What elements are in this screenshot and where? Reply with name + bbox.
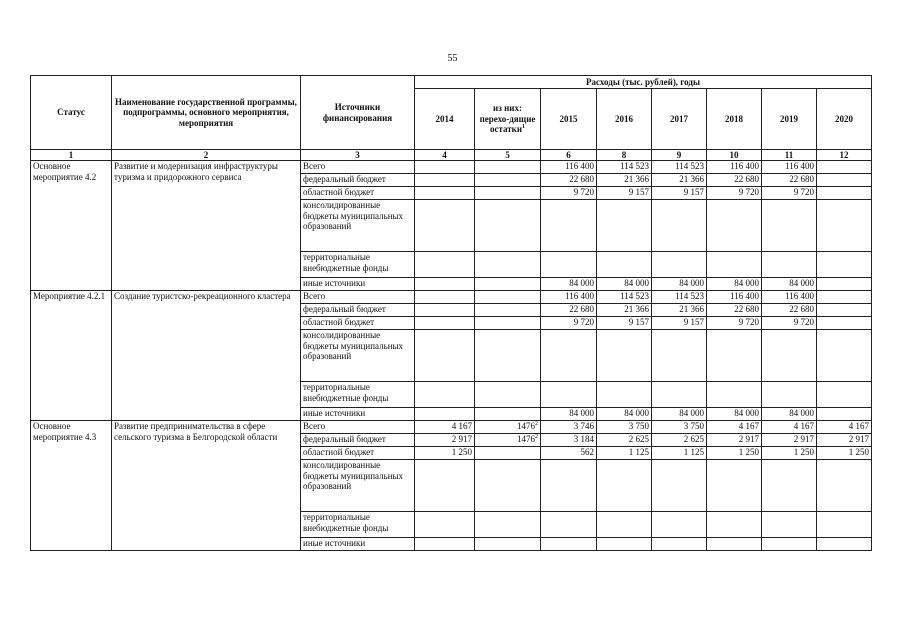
amount-cell bbox=[541, 291, 597, 304]
carryover-cell bbox=[475, 304, 541, 317]
amount-cell bbox=[597, 317, 652, 330]
amount-cell bbox=[707, 278, 762, 291]
amount-value: 114 523 bbox=[620, 161, 649, 172]
amount-cell bbox=[707, 291, 762, 304]
amount-cell bbox=[415, 291, 475, 304]
funding-source-cell: областной бюджет bbox=[301, 317, 415, 330]
amount-value: 2 917 bbox=[848, 434, 869, 445]
status-cell: Мероприятие 4.2.1 bbox=[31, 291, 112, 421]
amount-cell bbox=[817, 278, 872, 291]
funding-source-cell: консолидированные бюджеты муниципальных образований bbox=[301, 460, 415, 512]
amount-cell bbox=[817, 538, 872, 551]
funding-source-cell: федеральный бюджет bbox=[301, 434, 415, 447]
amount-cell bbox=[415, 174, 475, 187]
column-number: 6 bbox=[541, 150, 597, 161]
table-row bbox=[31, 291, 872, 304]
amount-cell bbox=[652, 460, 707, 512]
amount-cell bbox=[541, 512, 597, 538]
carryover-cell bbox=[475, 278, 541, 291]
amount-cell bbox=[652, 317, 707, 330]
carryover-cell bbox=[475, 538, 541, 551]
amount-value: 2 917 bbox=[451, 434, 472, 445]
amount-value: 1 250 bbox=[738, 447, 759, 458]
amount-value: 9 720 bbox=[793, 317, 814, 328]
amount-cell bbox=[817, 291, 872, 304]
amount-value: 114 523 bbox=[675, 161, 704, 172]
column-numbers-row bbox=[31, 150, 872, 161]
amount-cell bbox=[707, 512, 762, 538]
amount-value: 9 157 bbox=[628, 187, 649, 198]
header-year: 2016 bbox=[597, 89, 652, 150]
amount-value: 22 680 bbox=[569, 304, 594, 315]
amount-cell bbox=[541, 174, 597, 187]
amount-cell bbox=[762, 304, 817, 317]
carryover-cell bbox=[475, 421, 541, 434]
amount-cell bbox=[415, 330, 475, 382]
amount-value: 3 750 bbox=[628, 421, 649, 432]
amount-value: 2 625 bbox=[628, 434, 649, 445]
amount-cell bbox=[707, 408, 762, 421]
amount-value: 84 000 bbox=[679, 278, 704, 289]
amount-cell bbox=[415, 317, 475, 330]
table-row bbox=[31, 161, 872, 174]
amount-value: 1 125 bbox=[683, 447, 704, 458]
amount-value: 84 000 bbox=[569, 408, 594, 419]
carryover-cell bbox=[475, 200, 541, 252]
amount-cell bbox=[415, 187, 475, 200]
amount-cell bbox=[707, 252, 762, 278]
amount-value: 4 167 bbox=[848, 421, 869, 432]
amount-cell bbox=[541, 460, 597, 512]
header-of-them-label: из них: bbox=[493, 103, 522, 114]
amount-value: 2 917 bbox=[738, 434, 759, 445]
amount-cell bbox=[762, 421, 817, 434]
column-number: 12 bbox=[817, 150, 872, 161]
amount-cell bbox=[817, 434, 872, 447]
amount-value: 9 720 bbox=[573, 317, 594, 328]
footnote-marker: 2 bbox=[535, 434, 538, 441]
page-number: 55 bbox=[447, 53, 458, 64]
amount-value: 84 000 bbox=[624, 278, 649, 289]
amount-value: 9 720 bbox=[793, 187, 814, 198]
amount-value: 84 000 bbox=[624, 408, 649, 419]
amount-value: 3 746 bbox=[573, 421, 594, 432]
carryover-cell bbox=[475, 460, 541, 512]
amount-value: 9 157 bbox=[683, 187, 704, 198]
amount-cell bbox=[762, 538, 817, 551]
amount-cell bbox=[415, 434, 475, 447]
funding-source-cell: иные источники bbox=[301, 408, 415, 421]
amount-cell bbox=[415, 252, 475, 278]
amount-value: 4 167 bbox=[793, 421, 814, 432]
carryover-cell bbox=[475, 408, 541, 421]
amount-cell bbox=[415, 200, 475, 252]
amount-cell bbox=[762, 187, 817, 200]
amount-value: 22 680 bbox=[734, 304, 759, 315]
amount-cell bbox=[541, 330, 597, 382]
amount-cell bbox=[817, 512, 872, 538]
amount-cell bbox=[707, 421, 762, 434]
program-name-cell: Развитие предпринимательства в сфере сельского туризма в Белгородской области bbox=[112, 421, 301, 551]
amount-cell bbox=[707, 447, 762, 460]
amount-cell bbox=[541, 421, 597, 434]
amount-cell bbox=[652, 187, 707, 200]
amount-cell bbox=[762, 382, 817, 408]
amount-cell bbox=[817, 174, 872, 187]
amount-cell bbox=[817, 317, 872, 330]
funding-source-cell: федеральный бюджет bbox=[301, 174, 415, 187]
amount-cell bbox=[707, 434, 762, 447]
amount-cell bbox=[541, 278, 597, 291]
amount-cell bbox=[541, 187, 597, 200]
amount-value: 116 400 bbox=[785, 291, 814, 302]
amount-cell bbox=[597, 460, 652, 512]
amount-cell bbox=[652, 200, 707, 252]
amount-value: 21 366 bbox=[679, 174, 704, 185]
amount-cell bbox=[597, 538, 652, 551]
amount-cell bbox=[707, 382, 762, 408]
amount-cell bbox=[707, 161, 762, 174]
amount-cell bbox=[707, 538, 762, 551]
funding-source-cell: областной бюджет bbox=[301, 447, 415, 460]
amount-value: 1 250 bbox=[848, 447, 869, 458]
column-number: 3 bbox=[301, 150, 415, 161]
header-status: Статус bbox=[31, 76, 112, 150]
amount-value: 114 523 bbox=[675, 291, 704, 302]
carryover-cell bbox=[475, 447, 541, 460]
amount-cell bbox=[707, 330, 762, 382]
amount-cell bbox=[652, 421, 707, 434]
status-cell: Основное мероприятие 4.2 bbox=[31, 161, 112, 291]
program-name-cell: Создание туристско-рекреационного кластера bbox=[112, 291, 301, 421]
column-number: 1 bbox=[31, 150, 112, 161]
amount-cell bbox=[597, 278, 652, 291]
amount-value: 3 184 bbox=[573, 434, 594, 445]
amount-value: 2 625 bbox=[683, 434, 704, 445]
amount-cell bbox=[762, 252, 817, 278]
amount-cell bbox=[597, 421, 652, 434]
amount-value: 84 000 bbox=[789, 278, 814, 289]
funding-source-cell: иные источники bbox=[301, 278, 415, 291]
amount-value: 1 125 bbox=[628, 447, 649, 458]
carryover-cell bbox=[475, 174, 541, 187]
amount-cell bbox=[597, 252, 652, 278]
amount-cell bbox=[652, 512, 707, 538]
amount-value: 21 366 bbox=[624, 304, 649, 315]
carryover-cell bbox=[475, 252, 541, 278]
column-number: 10 bbox=[707, 150, 762, 161]
amount-cell bbox=[415, 304, 475, 317]
amount-cell bbox=[597, 291, 652, 304]
header-expenses: Расходы (тыс. рублей), годы bbox=[415, 76, 872, 89]
funding-source-cell: Всего bbox=[301, 291, 415, 304]
amount-value: 116 400 bbox=[565, 291, 594, 302]
amount-cell bbox=[762, 408, 817, 421]
amount-value: 22 680 bbox=[734, 174, 759, 185]
carryover-cell bbox=[475, 187, 541, 200]
amount-cell bbox=[707, 187, 762, 200]
amount-value: 21 366 bbox=[679, 304, 704, 315]
amount-cell bbox=[415, 512, 475, 538]
amount-cell bbox=[817, 252, 872, 278]
carryover-cell bbox=[475, 434, 541, 447]
funding-source-cell: территориальные внебюджетные фонды bbox=[301, 512, 415, 538]
funding-source-cell: консолидированные бюджеты муниципальных образований bbox=[301, 200, 415, 252]
amount-cell bbox=[652, 291, 707, 304]
header-year: 2015 bbox=[541, 89, 597, 150]
header-year: 2019 bbox=[762, 89, 817, 150]
amount-value: 1476 bbox=[517, 421, 535, 432]
amount-cell bbox=[597, 200, 652, 252]
amount-cell bbox=[541, 447, 597, 460]
amount-cell bbox=[652, 174, 707, 187]
amount-cell bbox=[415, 278, 475, 291]
funding-source-cell: областной бюджет bbox=[301, 187, 415, 200]
amount-value: 84 000 bbox=[789, 408, 814, 419]
column-number: 2 bbox=[112, 150, 301, 161]
header-year: 2017 bbox=[652, 89, 707, 150]
amount-cell bbox=[541, 408, 597, 421]
amount-value: 1 250 bbox=[451, 447, 472, 458]
column-number: 4 bbox=[415, 150, 475, 161]
amount-value: 3 750 bbox=[683, 421, 704, 432]
funding-source-cell: консолидированные бюджеты муниципальных образований bbox=[301, 330, 415, 382]
header-year: 2020 bbox=[817, 89, 872, 150]
amount-cell bbox=[597, 434, 652, 447]
amount-value: 21 366 bbox=[624, 174, 649, 185]
funding-source-cell: федеральный бюджет bbox=[301, 304, 415, 317]
funding-source-cell: Всего bbox=[301, 421, 415, 434]
status-cell: Основное мероприятие 4.3 bbox=[31, 421, 112, 551]
amount-cell bbox=[707, 200, 762, 252]
amount-cell bbox=[762, 278, 817, 291]
amount-cell bbox=[707, 304, 762, 317]
amount-cell bbox=[762, 291, 817, 304]
amount-cell bbox=[652, 330, 707, 382]
amount-value: 84 000 bbox=[679, 408, 704, 419]
footnote-marker: 2 bbox=[535, 421, 538, 428]
amount-cell bbox=[762, 447, 817, 460]
amount-value: 84 000 bbox=[734, 278, 759, 289]
amount-cell bbox=[817, 304, 872, 317]
amount-cell bbox=[415, 447, 475, 460]
carryover-cell bbox=[475, 317, 541, 330]
amount-cell bbox=[541, 304, 597, 317]
amount-value: 9 157 bbox=[628, 317, 649, 328]
amount-cell bbox=[707, 460, 762, 512]
table-body bbox=[31, 161, 872, 551]
amount-value: 1476 bbox=[517, 434, 535, 445]
amount-cell bbox=[652, 304, 707, 317]
amount-cell bbox=[817, 187, 872, 200]
amount-cell bbox=[817, 460, 872, 512]
amount-cell bbox=[597, 174, 652, 187]
amount-cell bbox=[415, 421, 475, 434]
carryover-cell bbox=[475, 330, 541, 382]
amount-cell bbox=[652, 447, 707, 460]
header-year: 2018 bbox=[707, 89, 762, 150]
amount-value: 116 400 bbox=[785, 161, 814, 172]
amount-value: 562 bbox=[580, 447, 594, 458]
amount-cell bbox=[415, 382, 475, 408]
funding-source-cell: территориальные внебюджетные фонды bbox=[301, 252, 415, 278]
amount-value: 9 157 bbox=[683, 317, 704, 328]
column-number: 11 bbox=[762, 150, 817, 161]
amount-value: 22 680 bbox=[569, 174, 594, 185]
column-number: 9 bbox=[652, 150, 707, 161]
header-carryover-sup: 1 bbox=[522, 124, 526, 131]
amount-value: 1 250 bbox=[793, 447, 814, 458]
amount-value: 116 400 bbox=[730, 291, 759, 302]
amount-value: 116 400 bbox=[730, 161, 759, 172]
funding-source-cell: территориальные внебюджетные фонды bbox=[301, 382, 415, 408]
amount-cell bbox=[541, 252, 597, 278]
amount-cell bbox=[817, 330, 872, 382]
header-year: 2014 bbox=[415, 89, 475, 150]
amount-cell bbox=[762, 460, 817, 512]
amount-cell bbox=[652, 278, 707, 291]
carryover-cell bbox=[475, 161, 541, 174]
amount-value: 4 167 bbox=[451, 421, 472, 432]
amount-value: 4 167 bbox=[738, 421, 759, 432]
column-number: 8 bbox=[597, 150, 652, 161]
amount-cell bbox=[597, 304, 652, 317]
amount-cell bbox=[817, 161, 872, 174]
amount-cell bbox=[597, 161, 652, 174]
carryover-cell bbox=[475, 291, 541, 304]
amount-cell bbox=[762, 174, 817, 187]
column-number: 5 bbox=[475, 150, 541, 161]
amount-cell bbox=[817, 382, 872, 408]
table-row bbox=[31, 421, 872, 434]
amount-value: 2 917 bbox=[793, 434, 814, 445]
amount-value: 114 523 bbox=[620, 291, 649, 302]
amount-cell bbox=[762, 200, 817, 252]
amount-cell bbox=[817, 447, 872, 460]
amount-value: 84 000 bbox=[734, 408, 759, 419]
amount-cell bbox=[597, 330, 652, 382]
amount-value: 9 720 bbox=[738, 317, 759, 328]
amount-cell bbox=[597, 512, 652, 538]
amount-cell bbox=[541, 200, 597, 252]
amount-value: 9 720 bbox=[738, 187, 759, 198]
funding-source-cell: Всего bbox=[301, 161, 415, 174]
amount-value: 22 680 bbox=[789, 174, 814, 185]
amount-cell bbox=[707, 317, 762, 330]
amount-cell bbox=[597, 187, 652, 200]
header-name: Наименование государственной программы, подпрограммы, основного мероприятия, мероприятия bbox=[112, 76, 301, 150]
funding-source-cell: иные источники bbox=[301, 538, 415, 551]
amount-cell bbox=[762, 330, 817, 382]
amount-cell bbox=[541, 434, 597, 447]
amount-cell bbox=[652, 252, 707, 278]
amount-cell bbox=[415, 161, 475, 174]
expenses-table bbox=[30, 75, 872, 551]
amount-cell bbox=[652, 161, 707, 174]
amount-cell bbox=[415, 408, 475, 421]
amount-value: 22 680 bbox=[789, 304, 814, 315]
amount-cell bbox=[762, 317, 817, 330]
amount-cell bbox=[652, 538, 707, 551]
amount-cell bbox=[415, 538, 475, 551]
amount-cell bbox=[652, 434, 707, 447]
header-sources: Источники финансирования bbox=[301, 76, 415, 150]
program-name-cell: Развитие и модернизация инфраструктуры туризма и придорожного сервиса bbox=[112, 161, 301, 291]
amount-cell bbox=[597, 408, 652, 421]
amount-value: 9 720 bbox=[573, 187, 594, 198]
amount-cell bbox=[541, 317, 597, 330]
amount-cell bbox=[817, 421, 872, 434]
amount-cell bbox=[541, 161, 597, 174]
header-carryover-label: перехо-дящие остатки bbox=[479, 113, 536, 135]
amount-cell bbox=[762, 512, 817, 538]
amount-cell bbox=[817, 408, 872, 421]
amount-cell bbox=[707, 174, 762, 187]
amount-cell bbox=[415, 460, 475, 512]
amount-cell bbox=[817, 200, 872, 252]
header-carryover bbox=[475, 89, 541, 150]
amount-cell bbox=[762, 161, 817, 174]
carryover-cell bbox=[475, 512, 541, 538]
amount-cell bbox=[762, 434, 817, 447]
carryover-cell bbox=[475, 382, 541, 408]
amount-cell bbox=[541, 538, 597, 551]
amount-cell bbox=[597, 382, 652, 408]
amount-value: 116 400 bbox=[565, 161, 594, 172]
amount-cell bbox=[652, 408, 707, 421]
amount-cell bbox=[597, 447, 652, 460]
amount-value: 84 000 bbox=[569, 278, 594, 289]
amount-cell bbox=[652, 382, 707, 408]
amount-cell bbox=[541, 382, 597, 408]
